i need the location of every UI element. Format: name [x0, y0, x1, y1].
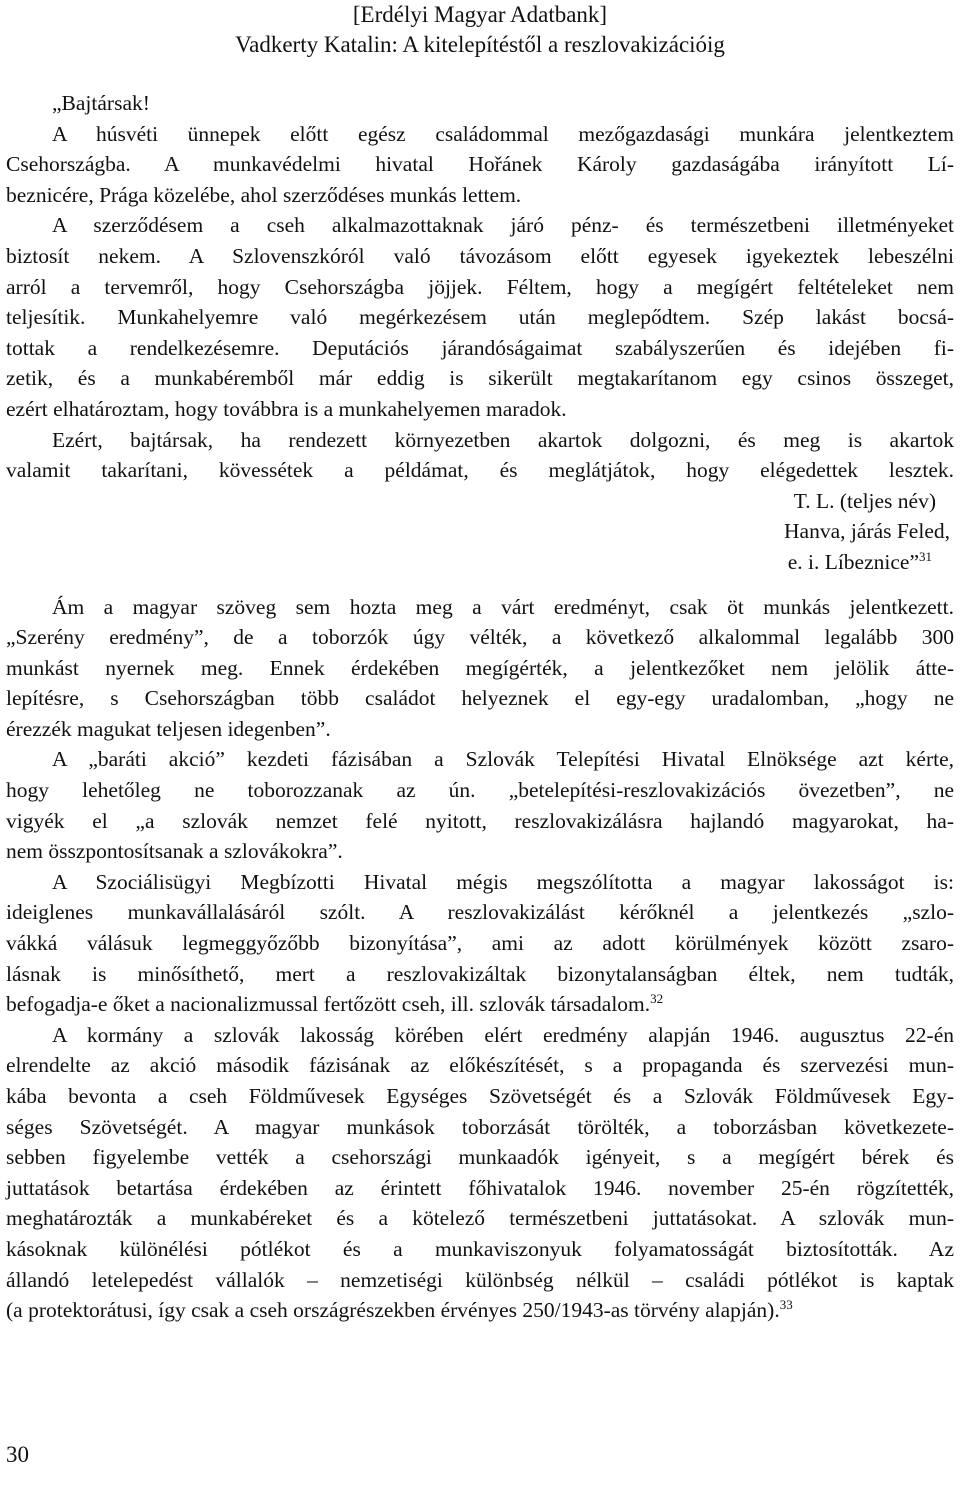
text-line: sebben figyelembe vették a csehországi munkaadók igényeit, s a megígért bérek és	[6, 1145, 954, 1170]
text-line: zetik, és a munkabéremből már eddig is sikerült megtakarítanom egy csinos összeget,	[6, 366, 954, 391]
text-line: kásoknak különélési pótlékot és a munkaviszonyuk folyamatosságát biztosították. Az	[6, 1236, 954, 1261]
text-line: nem összpontosítsanak a szlovákokra”.	[6, 839, 343, 864]
signature-place: e. i. Líbeznice”	[787, 549, 919, 574]
signature-line: T. L. (teljes név)	[793, 488, 936, 513]
header-title: Vadkerty Katalin: A kitelepítéstől a reszlovakizációig	[235, 32, 725, 57]
text-line: A Szociálisügyi Megbízotti Hivatal mégis megszólította a magyar lakosságot is:	[52, 869, 954, 894]
text-line: A „baráti akció” kezdeti fázisában a Szlovák Telepítési Hivatal Elnöksége azt kérte,	[52, 747, 954, 772]
footnote-ref-32: 32	[650, 991, 664, 1007]
text-line-content: (a protektorátusi, így csak a cseh országrészekben érvényes 250/1943-as törvény alapján).	[6, 1298, 780, 1323]
text-line: tottak a rendelkezésemre. Deputációs járandóságaimat szabályszerűen és idejében fi-	[6, 335, 954, 360]
page-header	[0, 0, 960, 60]
document-body	[6, 88, 954, 1326]
text-line: arról a tervemről, hogy Csehországba jöjjek. Féltem, hogy a megígért feltételeket nem	[6, 274, 954, 299]
text-line: A kormány a szlovák lakosság körében elért eredmény alapján 1946. augusztus 22-én	[52, 1022, 954, 1047]
text-line: valamit takarítani, kövessétek a példámat, és meglátjátok, hogy elégedettek lesztek.	[6, 458, 954, 483]
text-line: biztosít nekem. A Szlovenszkóról való távozásom előtt egyesek igyekeztek lebeszélni	[6, 243, 954, 268]
text-line: Ezért, bajtársak, ha rendezett környezetben akartok dolgozni, és meg is akartok	[52, 427, 954, 452]
text-line: elrendelte az akció második fázisának az előkészítését, s a propaganda és szervezési mun-	[6, 1053, 954, 1078]
text-line-content: befogadja-e őket a nacionalizmussal fertőzött cseh, ill. szlovák társadalom.	[6, 992, 651, 1017]
text-line: „Bajtársak!	[52, 91, 150, 115]
text-line: lásnak is minősíthető, mert a reszlovakizáltak bizonytalanságban éltek, nem tudták,	[6, 961, 954, 986]
text-line: ideiglenes munkavállalásáról szólt. A reszlovakizálást kérőknél a jelentkezés „szlo-	[6, 900, 954, 925]
text-line: beznicére, Prága közelébe, ahol szerződéses munkás lettem.	[6, 182, 522, 207]
signature-line	[6, 547, 954, 578]
page-number: 30	[6, 1442, 29, 1467]
text-line: vákká válásuk legmeggyőzőbb bizonyítása”, ami az adott körülmények között zsaro-	[6, 931, 954, 956]
text-line: Csehországba. A munkavédelmi hivatal Hořánek Károly gazdaságába irányított Lí-	[6, 152, 954, 177]
signature-line: Hanva, járás Feled,	[784, 519, 950, 544]
text-line: juttatások betartása érdekében az érintett főhivatalok 1946. november 25-én rögzítették,	[6, 1175, 954, 1200]
footnote-ref-31: 31	[919, 548, 932, 564]
text-line: Ám a magyar szöveg sem hozta meg a várt eredményt, csak öt munkás jelentkezett.	[52, 594, 954, 619]
text-line: „Szerény eredmény”, de a toborzók úgy vélték, a következő alkalommal legalább 300	[6, 625, 954, 650]
text-line: A szerződésem a cseh alkalmazottaknak járó pénz- és természetbeni illetményeket	[52, 213, 954, 238]
text-line: meghatározták a munkabéreket és a kötelező természetbeni juttatásokat. A szlovák mun-	[6, 1206, 954, 1231]
text-line: lepítésre, s Csehországban több családot helyeznek el egy-egy uradalomban, „hogy ne	[6, 686, 954, 711]
text-line	[6, 989, 954, 1020]
text-line	[6, 1295, 954, 1326]
text-line: állandó letelepedést vállalók – nemzetiségi különbség nélkül – családi pótlékot is kaptak	[6, 1267, 954, 1292]
footnote-ref-33: 33	[779, 1297, 793, 1313]
text-line: vigyék el „a szlovák nemzet felé nyitott, reszlovakizálásra hajlandó magyarokat, ha-	[6, 808, 954, 833]
text-line: hogy lehetőleg ne toborozzanak az ún. „betelepítési-reszlovakizációs övezetben”, ne	[6, 778, 954, 803]
header-source: [Erdélyi Magyar Adatbank]	[352, 2, 608, 27]
text-line: séges Szövetségét. A magyar munkások toborzását törölték, a toborzásban következete-	[6, 1114, 954, 1139]
text-line: teljesítik. Munkahelyemre való megérkezésem után meglepődtem. Szép lakást bocsá-	[6, 305, 954, 330]
text-line: kába bevonta a cseh Földművesek Egységes Szövetségét és a Szlovák Földművesek Egy-	[6, 1084, 954, 1108]
text-line: A húsvéti ünnepek előtt egész családommal mezőgazdasági munkára jelentkeztem	[52, 121, 954, 146]
text-line: munkást nyernek meg. Ennek érdekében megígérték, a jelentkezőket nem jelölik átte-	[6, 655, 954, 680]
text-line: ezért elhatároztam, hogy továbbra is a munkahelyemen maradok.	[6, 396, 567, 421]
text-line: érezzék magukat teljesen idegenben”.	[6, 716, 331, 741]
